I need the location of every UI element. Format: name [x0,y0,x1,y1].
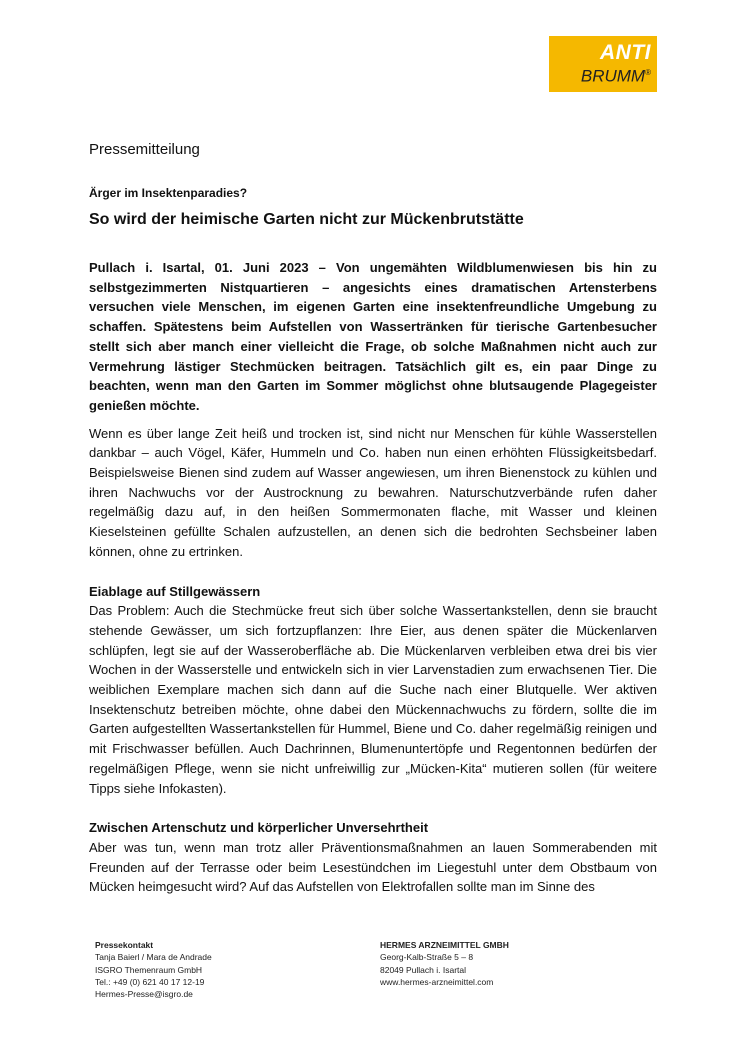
logo-text-brumm-word: BRUMM [580,66,646,86]
section-body-artenschutz: Aber was tun, wenn man trotz aller Präventionsmaßnahmen an lauen Sommerabenden mit Freunden auf der Terrasse oder beim Lesestündchen im Liegestuhl unter dem Obstbaum von Mücken heimgesucht wird? Auf das Aufstellen von Elektrofallen sollte man im Sinne des [89,839,657,895]
lead-paragraph: Pullach i. Isartal, 01. Juni 2023 – Von ungemähten Wildblumenwiesen bis hin zu selbstgezimmerten Nistquartieren – angesichts eines dramatischen Artensterbens versuchen viele Menschen, im eigenen Garten eine insektenfreundliche Umgebung zu schaffen. Spätestens beim Aufstellen von Wassertränken für tierische Gartenbesucher stellt sich aber manch einer vielleicht die Frage, ob solche Maßnahmen nicht auch zur Vermehrung lästiger Stechmücken beitragen. Tatsächlich gilt es, ein paar Dinge zu beachten, wenn man den Garten im Sommer möglichst ohne blutsaugende Plagegeister genießen möchte. [89,260,657,413]
logo-text-brumm [549,63,651,87]
section-body-eiablage: Das Problem: Auch die Stechmücke freut sich über solche Wassertankstellen, denn sie braucht stehende Gewässer, um sich fortzupflanzen: Ihre Eier, aus denen später die Mückenlarven schlüpfen, legt sie auf der Wasseroberfläche ab. Die Mückenlarven verbleiben etwa drei bis vier Wochen in der Wasserstelle und entwickeln sich in vier Larvenstadien zum erwachsenen Tier. Die weiblichen Exemplare machen sich dann auf die Suche nach einer Blutquelle. Wer aktiven Insektenschutz betreiben möchte, ohne dabei den Mückennachwuchs zu fördern, sollte die im Garten aufgestellten Wassertankstellen für Hummel, Biene und Co. daher regelmäßig reinigen und mit Frischwasser befüllen. Auch Dachrinnen, Blumenuntertöpfe und Regentonnen bedürfen der regelmäßigen Pflege, wenn sie nicht unfreiwillig zur „Mücken-Kita“ mutieren sollen (für weitere Tipps siehe Infokasten). [89,603,657,796]
footer-press-contact [95,939,212,1000]
footer-company-name: HERMES ARZNEIMITTEL GMBH [380,940,509,950]
kicker-heading: Ärger im Insektenparadies? [89,186,248,200]
page-title: So wird der heimische Garten nicht zur Mückenbrutstätte [89,211,524,228]
anti-brumm-logo [549,36,657,92]
document-type-label: Pressemitteilung [89,141,200,158]
footer-company-city: 82049 Pullach i. Isartal [380,964,466,975]
footer-company-website: www.hermes-arzneimittel.com [380,976,494,987]
logo-text-anti: ANTI [600,41,651,64]
article-body [89,258,657,897]
footer-contact-email: Hermes-Presse@isgro.de [95,989,193,1000]
section-heading-artenschutz: Zwischen Artenschutz und körperlicher Unversehrtheit [89,820,429,836]
footer-contact-names: Tanja Baierl / Mara de Andrade [95,952,212,963]
footer-contact-phone: Tel.: +49 (0) 621 40 17 12-19 [95,976,205,987]
registered-mark: ® [645,68,651,77]
footer-contact-title: Pressekontakt [95,940,154,950]
footer-company-street: Georg-Kalb-Straße 5 – 8 [380,952,474,963]
footer-contact-agency: ISGRO Themenraum GmbH [95,964,203,975]
footer-company [380,939,509,988]
section-heading-eiablage: Eiablage auf Stillgewässern [89,583,261,599]
body-paragraph-1: Wenn es über lange Zeit heiß und trocken ist, sind nicht nur Menschen für kühle Wasserstellen dankbar – auch Vögel, Käfer, Hummeln und Co. haben nun einen erhöhten Flüssigkeitsbedarf. Beispielsweise Bienen sind zudem auf Wasser angewiesen, um ihren Bienenstock zu kühlen und ihren Nachwuchs vor der Austrocknung zu bewahren. Naturschutzverbände rufen daher regelmäßig dazu auf, in den heißen Sommermonaten flache, mit Wasser und kleinen Kieselsteinen gefüllte Schalen aufzustellen, an denen sich die bedrohten Sechsbeiner laben können, ohne zu ertrinken. [89,425,657,559]
